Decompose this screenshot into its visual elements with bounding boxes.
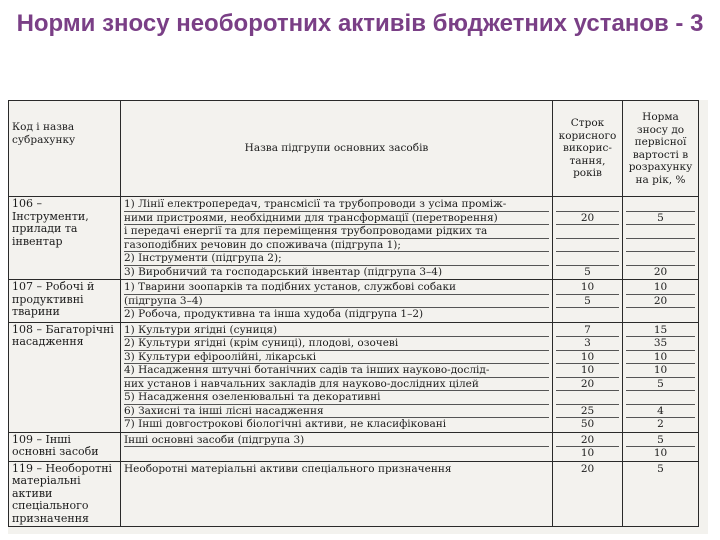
depreciation-rate-value [626,252,695,266]
depreciation-rate-value: 15 [626,324,695,338]
useful-life-value [556,239,619,253]
table-row [9,197,699,280]
subgroup-line: 3) Виробничий та господарський інвентар (підгрупа 3–4) [124,265,443,278]
subgroup-line: 7) Інші довгострокові біологічні активи, не класифіковані [124,418,447,430]
depreciation-rate-value: 20 [626,295,695,309]
useful-life-value: 7 [556,324,619,338]
depreciation-rate-value: 10 [626,351,695,365]
depreciation-rate-value [626,239,695,253]
row-depreciation-rate [623,280,699,323]
useful-life-value: 10 [556,281,619,295]
useful-life-value: 5 [556,295,619,309]
useful-life-value: 20 [580,462,595,475]
depreciation-rate-value: 5 [657,462,664,475]
row-useful-life [553,322,623,432]
depreciation-rate-value: 10 [653,447,668,459]
subgroup-line: газоподібних речовин до споживача (підгрупа 1); [124,239,549,253]
useful-life-value: 3 [556,337,619,351]
row-useful-life [553,461,623,527]
depreciation-rate-value [626,225,695,239]
row-useful-life [553,432,623,461]
depreciation-rate-value: 10 [626,364,695,378]
depreciation-rate-value: 20 [653,265,668,278]
depreciation-rate-value [626,308,695,321]
useful-life-value: 20 [556,378,619,392]
header-name: Назва підгрупи основних засобів [121,101,553,197]
header-life: Строк корисного викорис-тання, років [553,101,623,197]
slide-title: Норми зносу необоротних активів бюджетних установ - 3 [16,10,704,37]
depreciation-rate-value: 2 [657,418,664,430]
useful-life-value [556,308,619,321]
row-subgroups [121,197,553,280]
table-row [9,280,699,323]
row-subgroups [121,280,553,323]
subgroup-line: 1) Культури ягідні (суниця) [124,324,549,338]
subgroup-line: 2) Робоча, продуктивна та інша худоба (підгрупа 1–2) [124,308,424,320]
depreciation-rate-value [626,391,695,405]
depreciation-rate-value: 4 [626,405,695,419]
subgroup-line: Інші основні засоби (підгрупа 3) [124,434,549,448]
row-subgroups [121,432,553,461]
depreciation-rate-value: 10 [626,281,695,295]
row-depreciation-rate [623,461,699,527]
useful-life-value: 25 [556,405,619,419]
subgroup-line: ними пристроями, необхідними для трансформації (перетворення) [124,212,549,226]
row-code: 106 – Інструменти, прилади та інвентар [9,197,121,280]
row-subgroups [121,322,553,432]
row-code: 109 – Інші основні засоби [9,432,121,461]
subgroup-line [124,447,549,460]
table-row [9,322,699,432]
depreciation-table [8,100,699,527]
subgroup-line: Необоротні матеріальні активи спеціального призначення [124,462,452,475]
table-row [9,461,699,527]
header-rate: Норма зносу до первісної вартості в розрахунку на рік, % [623,101,699,197]
useful-life-value: 10 [556,364,619,378]
row-code: 119 – Необоротні матеріальні активи спеціального призначення [9,461,121,527]
useful-life-value: 10 [580,447,595,459]
scanned-table-image [8,100,708,534]
subgroup-line: 2) Культури ягідні (крім суниці), плодові, озочеві [124,337,549,351]
useful-life-value [556,198,619,212]
row-useful-life [553,280,623,323]
useful-life-value [556,252,619,266]
useful-life-value: 20 [556,434,619,448]
row-useful-life [553,197,623,280]
subgroup-line: 3) Культури ефіроолійні, лікарські [124,351,549,365]
useful-life-value: 5 [584,265,591,278]
useful-life-value [556,391,619,405]
subgroup-line: 6) Захисні та інші лісні насадження [124,405,549,419]
subgroup-line: 4) Насадження штучні ботанічних садів та інших науково-дослід- [124,364,549,378]
row-depreciation-rate [623,322,699,432]
depreciation-rate-value: 35 [626,337,695,351]
table-row [9,432,699,461]
subgroup-line: них установ і навчальних закладів для науково-дослідних цілей [124,378,549,392]
row-depreciation-rate [623,197,699,280]
row-subgroups [121,461,553,527]
subgroup-line: 1) Лінії електропередач, трансмісії та трубопроводи з усіма проміж- [124,198,549,212]
row-depreciation-rate [623,432,699,461]
header-code: Код і назва субрахунку [9,101,121,197]
depreciation-rate-value: 5 [626,212,695,226]
subgroup-line: і передачі енергії та для переміщення трубопроводами рідких та [124,225,549,239]
row-code: 108 – Багаторічні насадження [9,322,121,432]
useful-life-value: 50 [580,418,595,430]
subgroup-line: (підгрупа 3–4) [124,295,549,309]
table-header-row [9,101,699,197]
useful-life-value [556,225,619,239]
subgroup-line: 2) Інструменти (підгрупа 2); [124,252,549,266]
useful-life-value: 20 [556,212,619,226]
subgroup-line: 1) Тварини зоопарків та подібних установ, службові собаки [124,281,549,295]
depreciation-rate-value [626,198,695,212]
depreciation-rate-value: 5 [626,434,695,448]
row-code: 107 – Робочі й продуктивні тварини [9,280,121,323]
useful-life-value: 10 [556,351,619,365]
depreciation-rate-value: 5 [626,378,695,392]
subgroup-line: 5) Насадження озеленювальні та декоративні [124,391,549,405]
